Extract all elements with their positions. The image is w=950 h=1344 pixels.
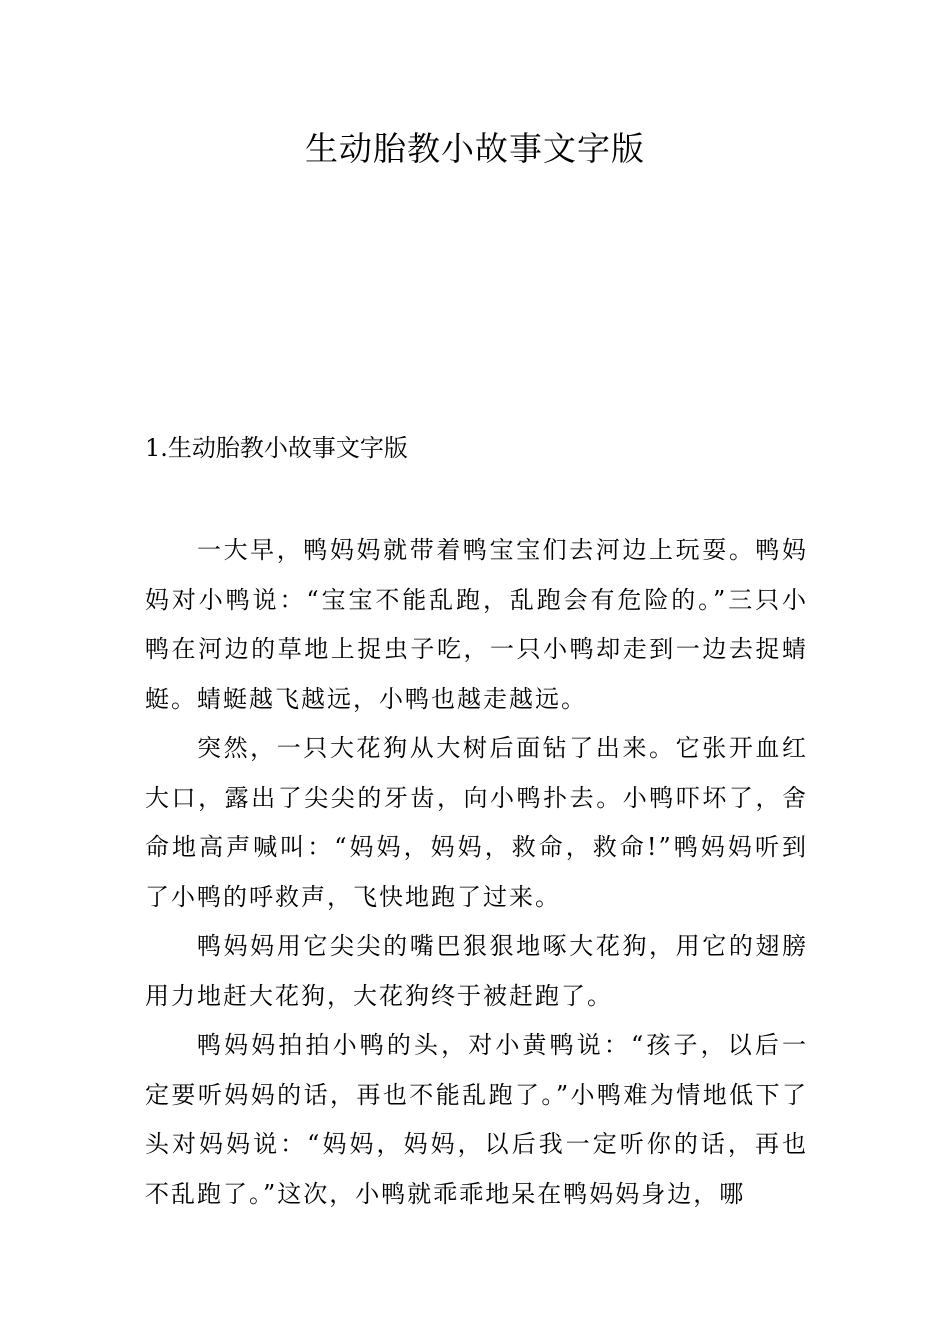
story-body	[145, 526, 808, 1219]
story-paragraph-2: 突然，一只大花狗从大树后面钻了出来。它张开血红大口，露出了尖尖的牙齿，向小鸭扑去。小鸭吓坏了，舍命地高声喊叫：“妈妈，妈妈，救命，救命!”鸭妈妈听到了小鸭的呼救声，飞快地跑了过来。	[145, 734, 808, 911]
story-paragraph-1: 一大早，鸭妈妈就带着鸭宝宝们去河边上玩耍。鸭妈妈对小鸭说：“宝宝不能乱跑，乱跑会有危险的。”三只小鸭在河边的草地上捉虫子吃，一只小鸭却走到一边去捉蜻蜓。蜻蜓越飞越远，小鸭也越走越远。	[145, 536, 808, 713]
document-title: 生动胎教小故事文字版	[305, 129, 645, 168]
section-heading: 1.生动胎教小故事文字版	[145, 434, 408, 462]
story-paragraph-4: 鸭妈妈拍拍小鸭的头，对小黄鸭说：“孩子，以后一定要听妈妈的话，再也不能乱跑了。”小鸭难为情地低下了头对妈妈说：“妈妈，妈妈，以后我一定听你的话，再也不乱跑了。”这次，小鸭就乖乖地呆在鸭妈妈身边，哪	[145, 1031, 808, 1208]
story-paragraph-3: 鸭妈妈用它尖尖的嘴巴狠狠地啄大花狗，用它的翅膀用力地赶大花狗，大花狗终于被赶跑了。	[145, 932, 808, 1010]
